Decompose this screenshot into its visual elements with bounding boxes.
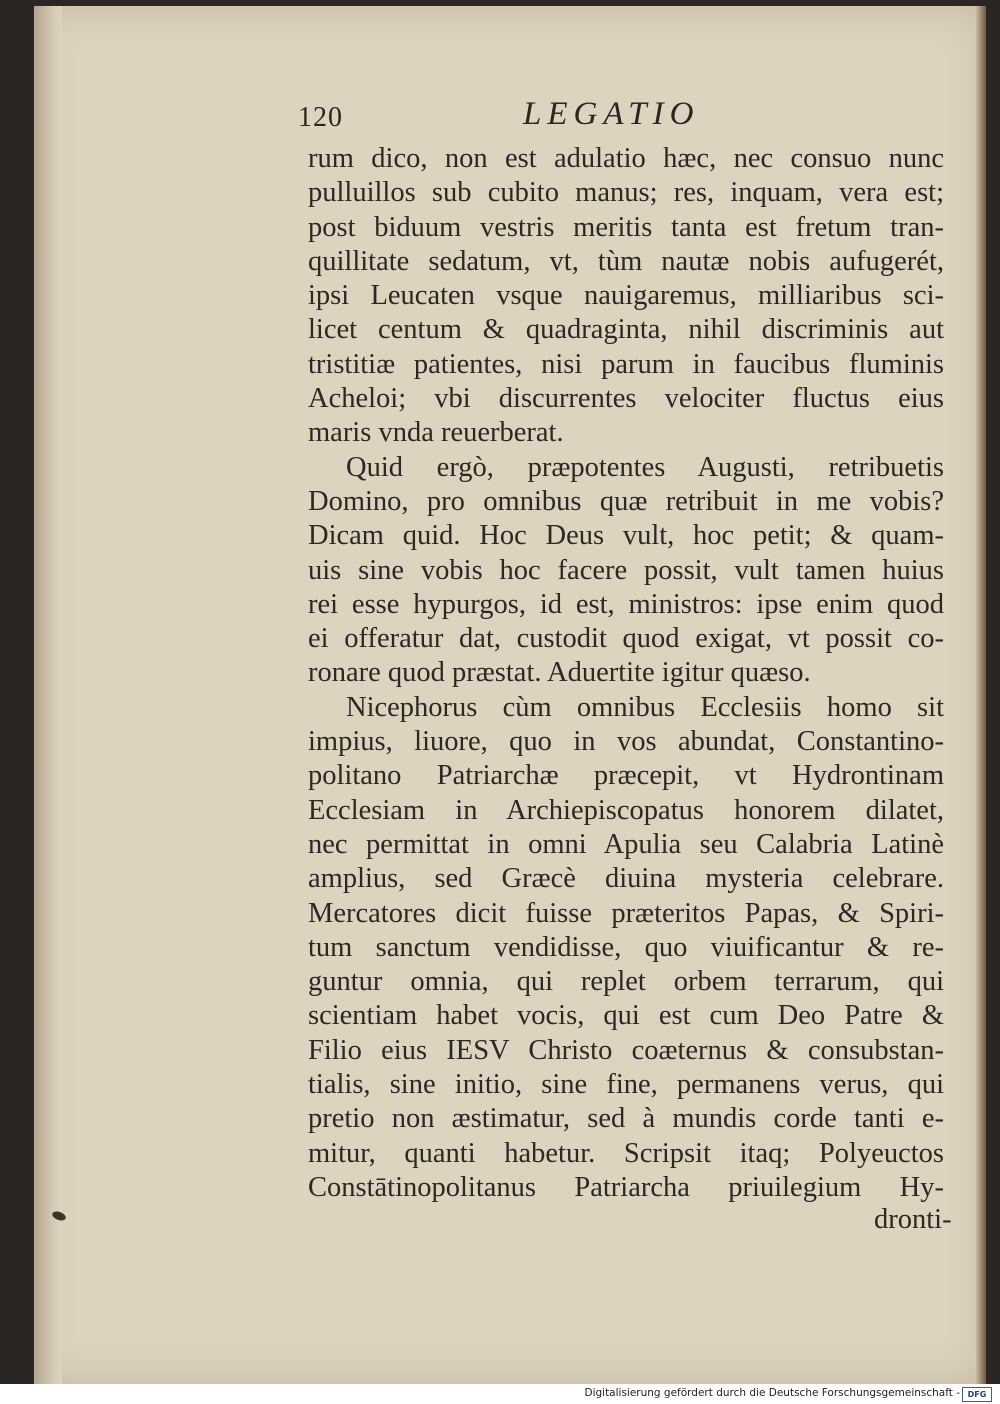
text-line: rum dico, non est adulatio hæc, nec consuo nunc xyxy=(308,143,944,174)
page-header xyxy=(298,96,908,136)
text-line: tum sanctum vendidisse, quo viuificantur & re- xyxy=(308,931,944,963)
text-line: Nicephorus cùm omnibus Ecclesiis homo sit xyxy=(346,691,944,723)
footer-credit: Digitalisierung gefördert durch die Deutsche Forschungsgemeinschaft - xyxy=(584,1387,960,1399)
text-line: tristitiæ patientes, nisi parum in faucibus fluminis xyxy=(308,348,944,380)
text-line: maris vnda reuerberat. xyxy=(308,417,564,449)
text-line: Dicam quid. Hoc Deus vult, hoc petit; & quam- xyxy=(308,520,944,552)
text-line: ipsi Leucaten vsque nauigaremus, milliaribus sci- xyxy=(308,280,944,312)
dfg-logo: DFG xyxy=(962,1387,992,1402)
text-line: ronare quod præstat. Aduertite igitur quæso. xyxy=(308,657,811,689)
page-gutter-shadow xyxy=(34,6,62,1384)
body-text xyxy=(308,142,944,1205)
page-number: 120 xyxy=(298,102,343,133)
text-line: tialis, sine initio, sine fine, permanens verus, qui xyxy=(308,1069,944,1101)
text-line: ei offeratur dat, custodit quod exigat, vt possit co- xyxy=(308,623,944,655)
text-line: scientiam habet vocis, qui est cum Deo Patre & xyxy=(308,1000,944,1032)
text-line: Constātinopolitanus Patriarcha priuilegium Hy- xyxy=(308,1171,944,1203)
text-line: Acheloi; vbi discurrentes velociter fluctus eius xyxy=(308,383,944,415)
catchword: dronti- xyxy=(874,1204,952,1235)
footer-bar xyxy=(0,1384,1000,1404)
text-line: post biduum vestris meritis tanta est fretum tran- xyxy=(308,211,944,243)
text-line: Domino, pro omnibus quæ retribuit in me vobis? xyxy=(308,485,944,517)
text-line: rei esse hypurgos, id est, ministros: ipse enim quod xyxy=(308,588,944,620)
text-line: Mercatores dicit fuisse præteritos Papas, & Spiri- xyxy=(308,897,944,929)
text-line: Filio eius IESV Christo coæternus & consubstan- xyxy=(308,1034,944,1066)
text-line: mitur, quanti habetur. Scripsit itaq; Polyeuctos xyxy=(308,1137,944,1169)
page-right-edge xyxy=(976,6,986,1384)
text-line: amplius, sed Græcè diuina mysteria celebrare. xyxy=(308,863,944,895)
text-line: pretio non æstimatur, sed à mundis corde tanti e- xyxy=(308,1103,944,1135)
text-line: Quid ergò, præpotentes Augusti, retribuetis xyxy=(346,451,944,483)
text-line: politano Patriarchæ præcepit, vt Hydrontinam xyxy=(308,760,944,792)
text-line: quillitate sedatum, vt, tùm nautæ nobis aufugerét, xyxy=(308,245,944,277)
text-line: impius, liuore, quo in vos abundat, Constantino- xyxy=(308,726,944,758)
running-head: LEGATIO xyxy=(523,96,700,132)
text-line: Ecclesiam in Archiepiscopatus honorem dilatet, xyxy=(308,794,944,826)
text-line: pulluillos sub cubito manus; res, inquam, vera est; xyxy=(308,177,944,209)
text-line: uis sine vobis hoc facere possit, vult tamen huius xyxy=(308,554,944,586)
text-line: guntur omnia, qui replet orbem terrarum, qui xyxy=(308,966,944,998)
text-line: licet centum & quadraginta, nihil discriminis aut xyxy=(308,314,944,346)
text-line: nec permittat in omni Apulia seu Calabria Latinè xyxy=(308,828,944,860)
